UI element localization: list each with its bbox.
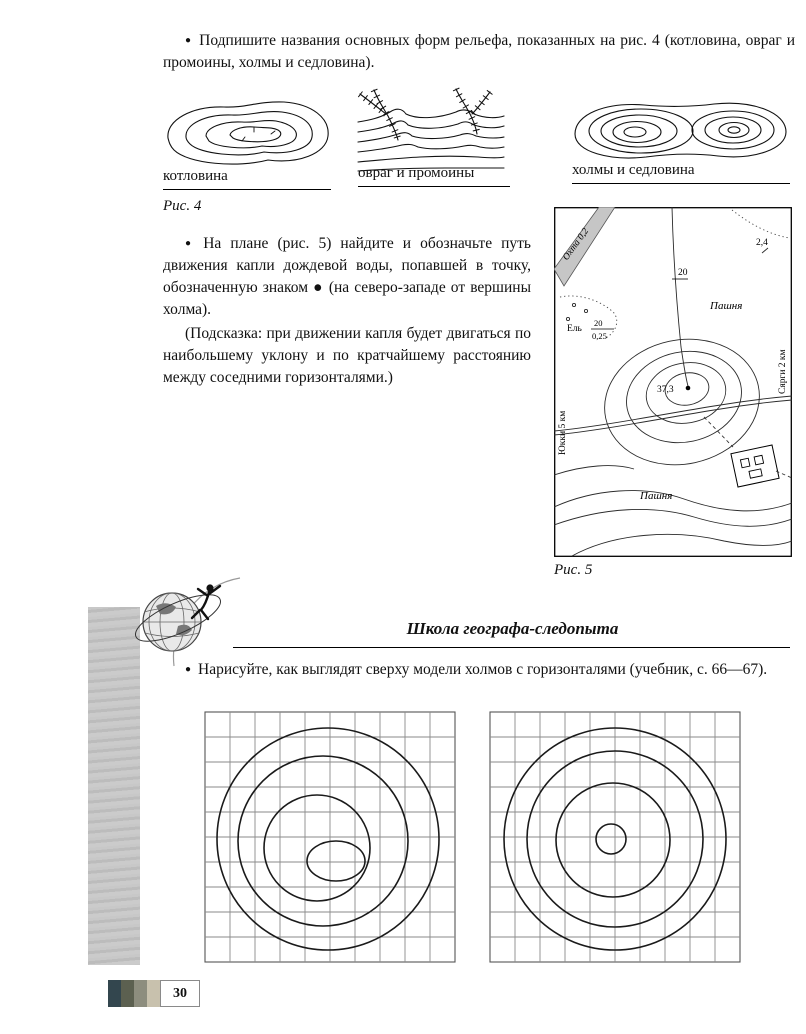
task-relief-text: Подпишите названия основных форм рельефа, показанных на рис. 4 (котловина, овраг и промоины, холмы и седловина). — [163, 32, 795, 71]
task-drop-hint — [163, 323, 531, 389]
map-label-spot-height: 2,4 — [756, 238, 768, 248]
bullet-icon: ● — [185, 664, 192, 675]
basin-contours-figure — [162, 92, 334, 176]
topographic-plan — [554, 207, 792, 557]
map-label-road-left: Юкки 5 км — [558, 410, 568, 455]
footer-color-strip — [108, 980, 160, 1007]
map-label-forest-num: 20 — [594, 318, 603, 328]
map-label-river: Охта 0,2 — [561, 226, 592, 263]
task-drop-text: На плане (рис. 5) найдите и обозначьте путь движения капли дождевой воды, попавшей в точку, обозначенную знаком ● (на северо-западе от вершины холма). — [163, 235, 531, 318]
task-relief — [163, 30, 795, 74]
task-draw-models — [163, 659, 793, 681]
globe-pathfinder-logo — [128, 574, 246, 669]
hills-label: холмы и седловина — [572, 162, 790, 184]
bullet-icon: ● — [185, 35, 193, 46]
map-label-summit: 37,3 — [657, 385, 674, 395]
map-label-road-right: Сярги 2 км — [778, 349, 788, 394]
task-drop — [163, 233, 531, 321]
hills-contours-figure — [570, 92, 792, 170]
map-label-contour20: 20 — [678, 268, 688, 278]
ravine-label: овраг и промоины — [358, 165, 510, 187]
bullet-icon: ● — [185, 238, 197, 249]
footer-square — [147, 980, 160, 1007]
footer-square — [134, 980, 147, 1007]
hill-model-grid-right — [489, 711, 741, 963]
figure5-caption: Рис. 5 — [554, 562, 593, 578]
water-drop-point — [686, 386, 691, 391]
map-label-field-top: Пашня — [710, 300, 743, 312]
map-label-field-bottom: Пашня — [640, 490, 673, 502]
footer-square — [108, 980, 121, 1007]
figure4-caption: Рис. 4 — [163, 198, 202, 214]
section-divider — [233, 647, 790, 648]
footer-square — [121, 980, 134, 1007]
school-section-title: Школа географа-следопыта — [406, 619, 619, 638]
topographic-plan-figure — [554, 207, 792, 557]
map-label-forest-den: 0,25 — [592, 331, 607, 341]
map-label-forest: Ель — [567, 324, 582, 334]
task-drop-hint-text: (Подсказка: при движении капля будет двигаться по наибольшему уклону и по кратчайшему расстоянию между соседними горизонталями.) — [163, 325, 531, 386]
basin-label: котловина — [163, 168, 331, 190]
task-draw-models-text: Нарисуйте, как выглядят сверху модели холмов с горизонталями (учебник, с. 66—67). — [198, 661, 768, 678]
page-number: 30 — [160, 980, 200, 1007]
hill-model-grid-left — [204, 711, 456, 963]
